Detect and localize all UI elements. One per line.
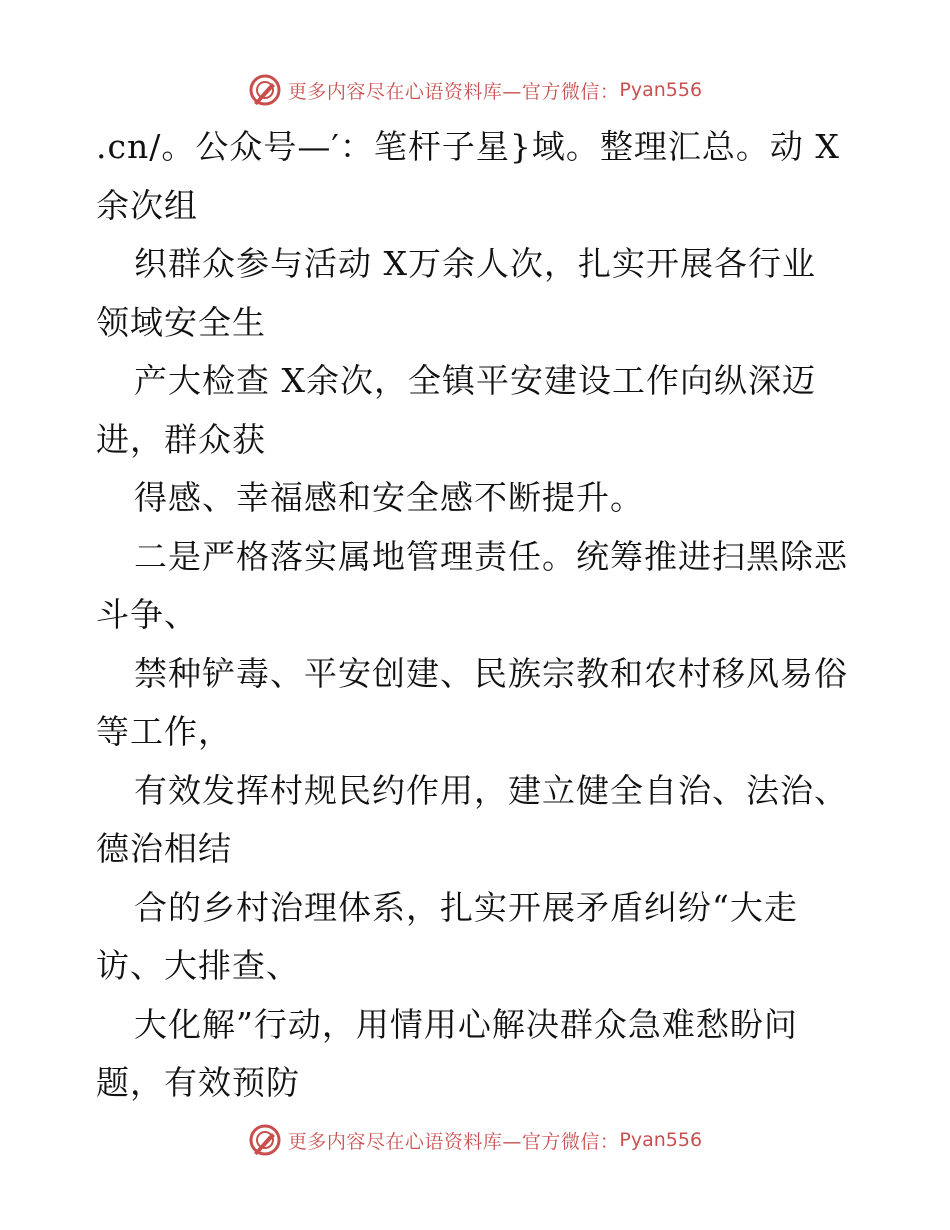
text-line: 有效发挥村规民约作用，建立健全自治、法治、 [134, 770, 848, 810]
text-line: 余次组 [96, 185, 198, 225]
text-line: .cn/。公众号—′：笔杆子星}域。整理汇总。动 X [96, 127, 840, 166]
text-line: 合的乡村治理体系，扎实开展矛盾纠纷“大走 [134, 887, 798, 927]
text-line: 德治相结 [96, 829, 232, 868]
text-line: 二是严格落实属地管理责任。统筹推进扫黑除恶 [134, 536, 848, 576]
text-line: 等工作， [96, 712, 232, 751]
watermark-header [0, 70, 950, 110]
watermark-text: 更多内容尽在心语资料库—官方微信： [287, 1130, 620, 1153]
watermark-wechat-id: Pyan556 [619, 79, 703, 101]
text-line: 得感、幸福感和安全感不断提升。 [134, 478, 644, 517]
text-line: 题，有效预防 [96, 1063, 300, 1102]
text-line: 产大检查 X余次，全镇平安建设工作向纵深迈 [134, 361, 816, 400]
text-line: 访、大排查、 [96, 946, 300, 985]
watermark-footer [0, 1120, 950, 1160]
text-line: 进，群众获 [96, 419, 266, 459]
text-line: 领域安全生 [96, 302, 266, 342]
document-body [96, 118, 866, 1113]
watermark-text: 更多内容尽在心语资料库—官方微信： [287, 80, 620, 103]
text-line: 织群众参与活动 X万余人次，扎实开展各行业 [134, 244, 816, 283]
text-line: 禁种铲毒、平安创建、民族宗教和农村移风易俗 [134, 653, 848, 693]
text-line: 大化解”行动，用情用心解决群众急难愁盼问 [134, 1004, 798, 1044]
pen-logo-icon [248, 73, 282, 107]
watermark-wechat-id: Pyan556 [619, 1129, 703, 1151]
pen-logo-icon [248, 1123, 282, 1157]
text-line: 斗争、 [96, 595, 198, 634]
